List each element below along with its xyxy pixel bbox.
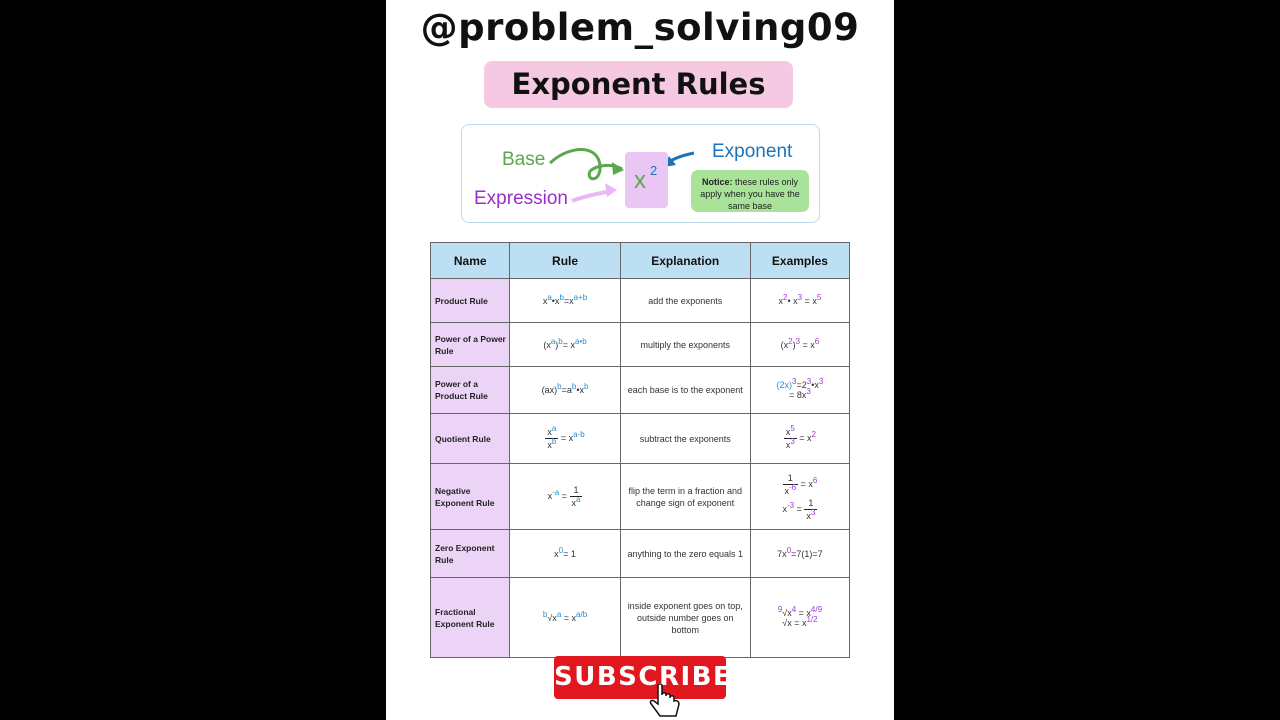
row-name: Zero Exponent Rule [431,530,510,578]
example-formula: $x^2•$ $x^3 = x^5$ [750,279,849,323]
row-explanation: add the exponents [620,279,750,323]
row-name: Product Rule [431,279,510,323]
channel-handle: @problem_solving09 [420,6,860,49]
table-row [431,414,850,464]
exponent-diagram [461,124,820,223]
table-row [431,578,850,658]
row-explanation: inside exponent goes on top, outside number goes on bottom [620,578,750,658]
row-explanation: subtract the exponents [620,414,750,464]
example-formula: $\frac{x^5}{x^3}$ = $x^2$ [750,414,849,464]
rule-formula: $^b√x^a = x^{a/b}$ [510,578,620,658]
example-formula: $(2x)^3=2^3•x^3$ = $8x^3$ [750,367,849,414]
table-header-row [431,243,850,279]
base-label: Base [502,149,546,170]
rule-formula: $x^a•x^b=x^{a+b}$ [510,279,620,323]
table-row [431,464,850,530]
rule-formula: $(x^a)^b= x^{a•b}$ [510,323,620,367]
row-name: Fractional Exponent Rule [431,578,510,658]
expression-arrow-icon [605,183,617,197]
rule-formula: $\frac{x^a}{x^b}$ = $x^{a-b}$ [510,414,620,464]
rule-formula: $x^{-a}$ = $\frac{1}{x^a}$ [510,464,620,530]
row-name: Quotient Rule [431,414,510,464]
table-row [431,367,850,414]
notice-box [691,170,809,212]
row-explanation: multiply the exponents [620,323,750,367]
row-name: Negative Exponent Rule [431,464,510,530]
row-explanation: each base is to the exponent [620,367,750,414]
example-formula: $\frac{1}{x^{-6}}$ = $x^6$ $x^{-3}$ = $\frac{1}{x^3}$ [750,464,849,530]
notice-text: these rules only apply when you have the same base [700,177,800,211]
table-row [431,279,850,323]
row-name: Power of a Product Rule [431,367,510,414]
subscribe-button[interactable]: SUBSCRIBE [554,656,726,699]
exponent-label: Exponent [712,141,793,162]
example-formula: $(x^2)^3 = x^6$ [750,323,849,367]
notice-bold: Notice: [701,177,733,187]
x-base: x [634,167,646,194]
pointer-hand-icon [648,684,684,720]
expression-box [625,152,668,208]
header-rule: Rule [510,243,620,279]
header-name: Name [431,243,510,279]
example-formula: $7x^0=7(1)=7$ [750,530,849,578]
header-explanation: Explanation [620,243,750,279]
row-name: Power of a Power Rule [431,323,510,367]
x-exponent: 2 [650,163,658,178]
infographic-sheet [386,0,894,720]
table-row [431,323,850,367]
row-explanation: anything to the zero equals 1 [620,530,750,578]
rule-formula: $(ax)^b=a^b•x^b$ [510,367,620,414]
table-row [431,530,850,578]
header-examples: Examples [750,243,849,279]
rule-formula: $x^0= 1$ [510,530,620,578]
expression-label: Expression [474,188,568,209]
example-formula: $^9√x^4 = x^{4/9}$ $√x = x^{1/2}$ [750,578,849,658]
rules-table [430,242,850,658]
row-explanation: flip the term in a fraction and change sign of exponent [620,464,750,530]
page-title: Exponent Rules [484,61,793,108]
